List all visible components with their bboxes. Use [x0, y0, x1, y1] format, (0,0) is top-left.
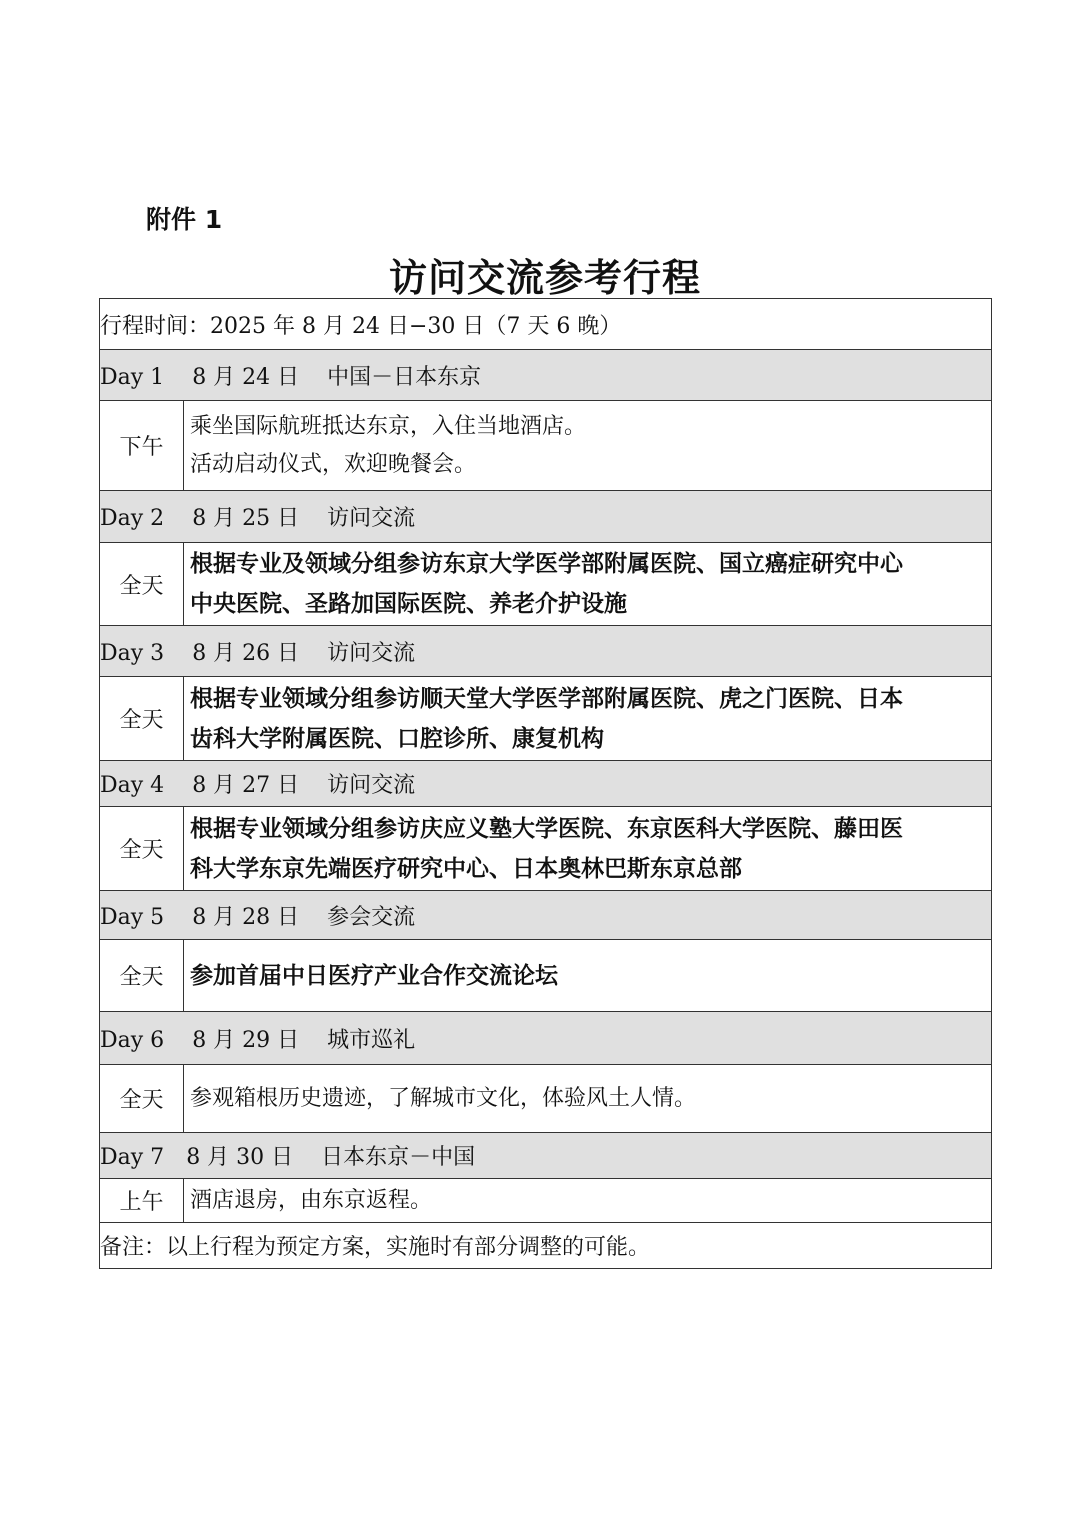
day-theme: 访问交流: [327, 773, 416, 798]
day-theme: 日本东京－中国: [321, 1145, 476, 1170]
activity-description: [184, 543, 992, 626]
day-label: Day 3: [100, 640, 165, 666]
day-theme: 访问交流: [327, 640, 416, 666]
day-theme: 参会交流: [327, 904, 416, 930]
time-of-day: 全天: [100, 543, 184, 626]
activity-line: 酒店退房，由东京返程。: [190, 1187, 433, 1213]
day-theme: 城市巡礼: [327, 1027, 416, 1053]
day-label: Day 7: [100, 1145, 165, 1170]
itinerary-table: [99, 298, 992, 1269]
day-date: 8 月 26 日: [192, 640, 300, 666]
activity-description: [184, 1065, 992, 1133]
activity-line: 参加首届中日医疗产业合作交流论坛: [190, 962, 558, 989]
activity-line: 根据专业及领域分组参访东京大学医学部附属医院、国立癌症研究中心: [190, 551, 903, 577]
day-detail-row: [100, 940, 992, 1012]
day-header-row: [100, 1012, 992, 1065]
time-of-day: 全天: [100, 1065, 184, 1133]
activity-line: 齿科大学附属医院、口腔诊所、康复机构: [190, 725, 604, 752]
day-date: 8 月 30 日: [186, 1145, 294, 1170]
note-row: [100, 1223, 992, 1269]
activity-line: 活动启动仪式，欢迎晚餐会。: [190, 451, 477, 477]
activity-description: [184, 401, 992, 491]
day-header-row: [100, 891, 992, 940]
schedule-time: 行程时间：2025 年 8 月 24 日−30 日（7 天 6 晚）: [100, 299, 992, 350]
day-date: 8 月 25 日: [192, 506, 300, 531]
time-of-day: 下午: [100, 401, 184, 491]
activity-description: [184, 677, 992, 761]
time-of-day: 全天: [100, 677, 184, 761]
note: 备注：以上行程为预定方案，实施时有部分调整的可能。: [100, 1223, 992, 1269]
day-date: 8 月 28 日: [192, 904, 300, 930]
activity-description: [184, 940, 992, 1012]
day-theme: 访问交流: [327, 506, 416, 531]
day-theme: 中国－日本东京: [327, 364, 482, 390]
day-label: Day 5: [100, 904, 165, 930]
activity-line: 科大学东京先端医疗研究中心、日本奥林巴斯东京总部: [190, 855, 742, 882]
day-label: Day 1: [100, 364, 165, 390]
day-date: 8 月 29 日: [192, 1027, 300, 1053]
day-header-row: [100, 350, 992, 401]
day-detail-row: [100, 1065, 992, 1133]
activity-line: 中央医院、圣路加国际医院、养老介护设施: [190, 591, 627, 617]
day-label: Day 2: [100, 506, 165, 531]
day-date: 8 月 27 日: [192, 773, 300, 798]
day-label: Day 6: [100, 1027, 165, 1053]
attachment-label: 附件 1: [146, 205, 223, 234]
day-detail-row: [100, 677, 992, 761]
schedule-time-row: [100, 299, 992, 350]
day-detail-row: [100, 807, 992, 891]
activity-line: 根据专业领域分组参访庆应义塾大学医院、东京医科大学医院、藤田医: [190, 815, 903, 842]
time-of-day: 上午: [100, 1179, 184, 1223]
day-header-row: [100, 761, 992, 807]
day-detail-row: [100, 401, 992, 491]
day-detail-row: [100, 1179, 992, 1223]
day-date: 8 月 24 日: [192, 364, 300, 390]
page-title: 访问交流参考行程: [388, 256, 701, 300]
day-header-row: [100, 491, 992, 543]
day-header-row: [100, 1133, 992, 1179]
activity-line: 根据专业领域分组参访顺天堂大学医学部附属医院、虎之门医院、日本: [190, 685, 903, 712]
time-of-day: 全天: [100, 940, 184, 1012]
time-of-day: 全天: [100, 807, 184, 891]
activity-line: 乘坐国际航班抵达东京，入住当地酒店。: [190, 413, 587, 439]
activity-description: [184, 807, 992, 891]
day-label: Day 4: [100, 773, 165, 798]
day-header-row: [100, 626, 992, 677]
activity-line: 参观箱根历史遗迹，了解城市文化，体验风土人情。: [190, 1085, 697, 1111]
activity-description: [184, 1179, 992, 1223]
day-detail-row: [100, 543, 992, 626]
